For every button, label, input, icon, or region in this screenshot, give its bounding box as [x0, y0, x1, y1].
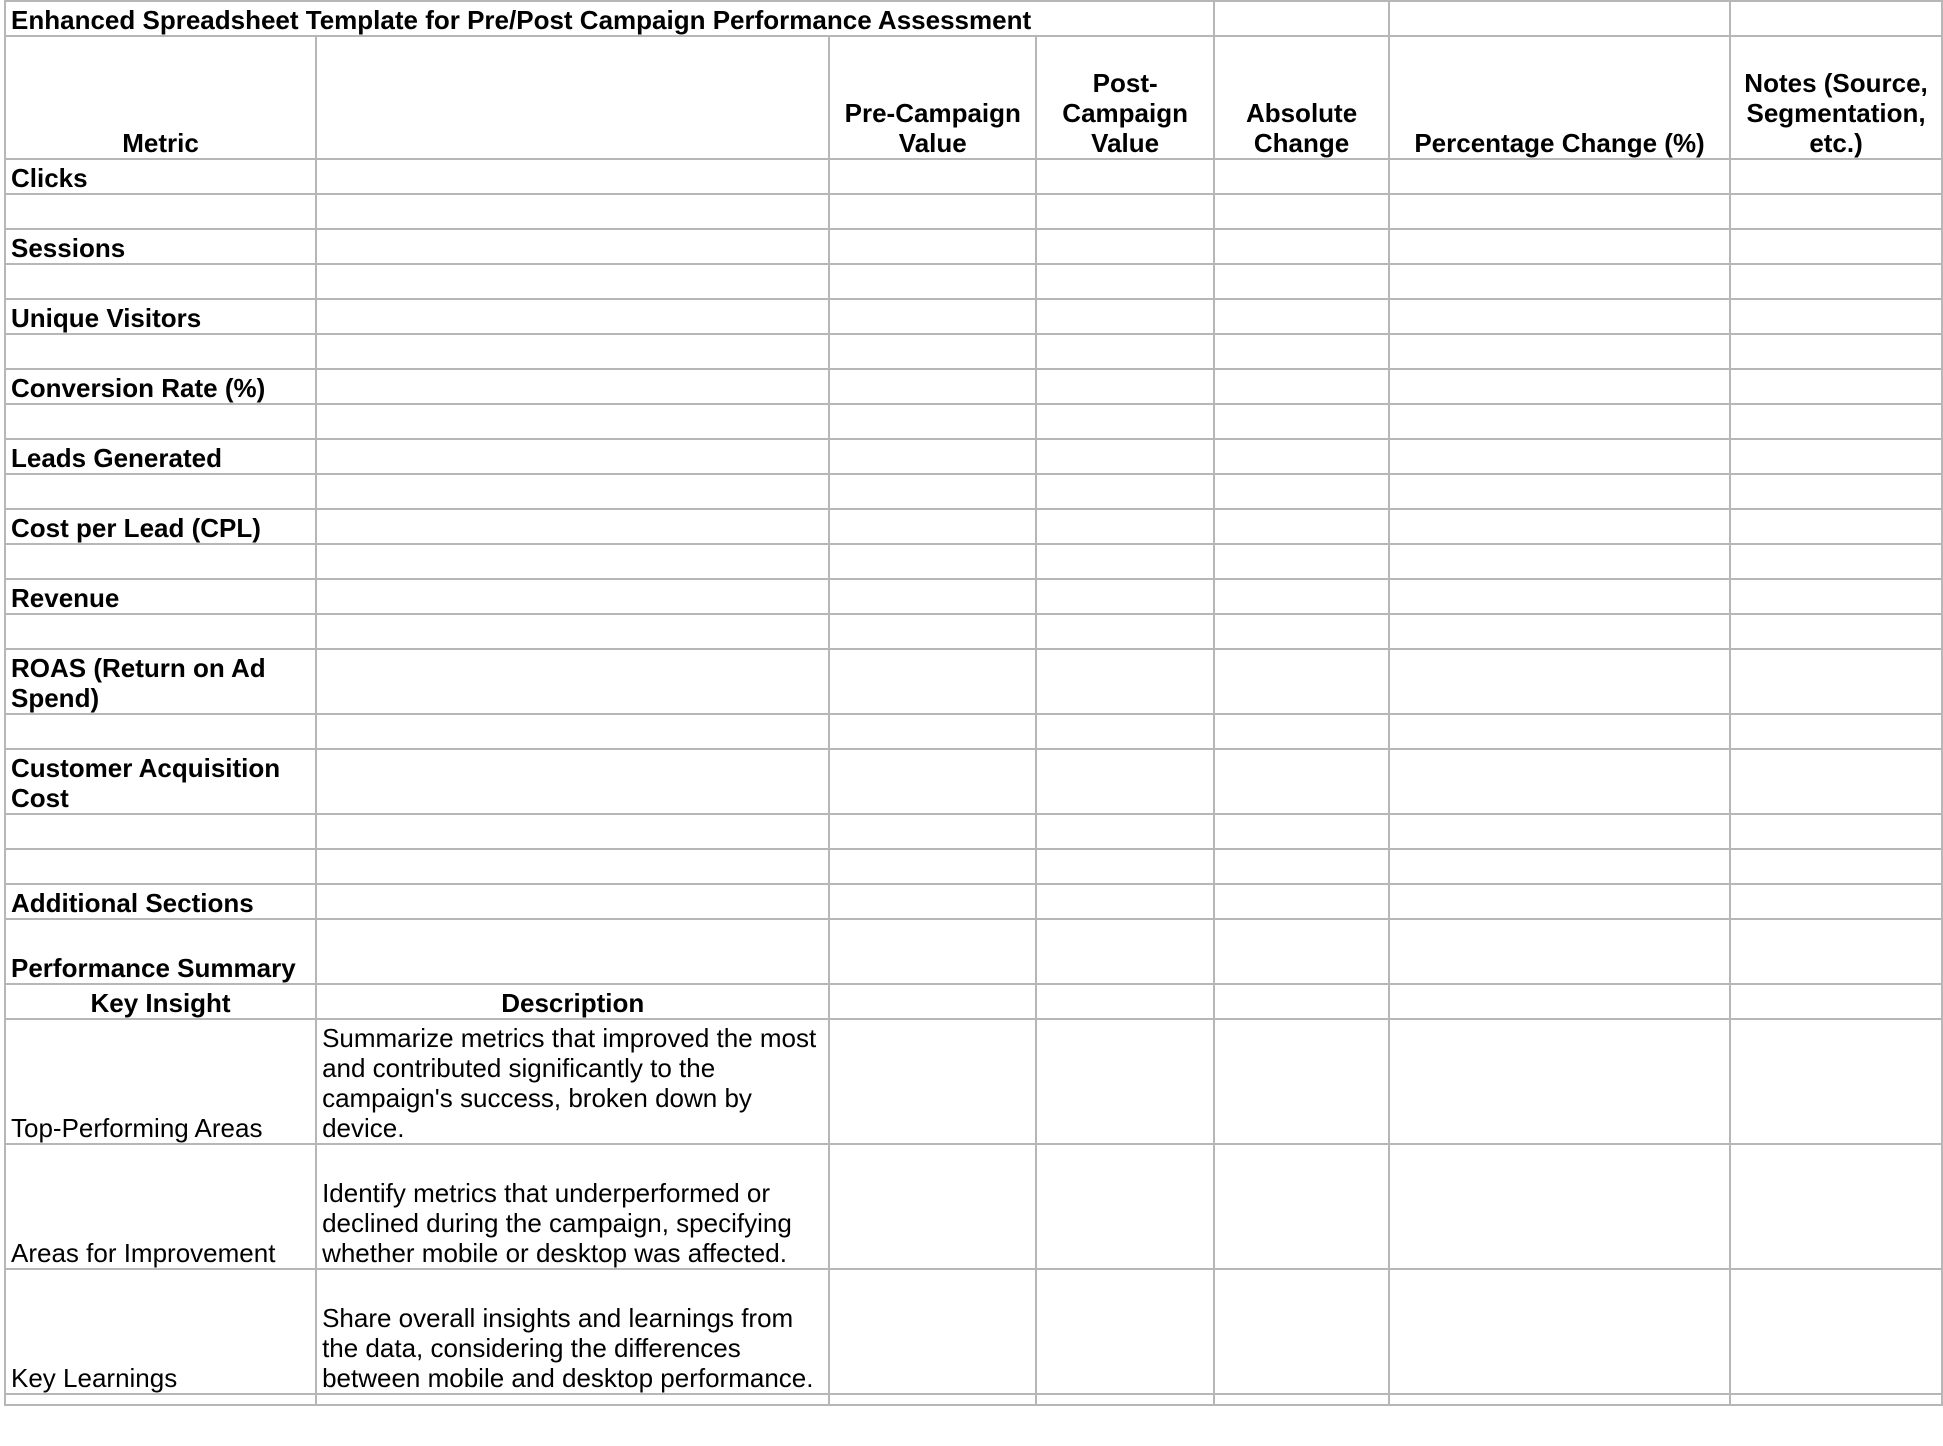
cell[interactable] [1036, 544, 1214, 579]
table-row [5, 544, 1942, 579]
summary-header-row [5, 984, 1942, 1019]
table-row [5, 614, 1942, 649]
cell[interactable] [1036, 649, 1214, 714]
cell[interactable] [1730, 1144, 1942, 1269]
cell[interactable] [1036, 579, 1214, 614]
cell[interactable] [1730, 299, 1942, 334]
cell[interactable] [1214, 264, 1389, 299]
header-notes[interactable]: Notes (Source, Segmentation, etc.) [1730, 36, 1942, 159]
cell[interactable] [1389, 1269, 1730, 1394]
cell[interactable] [5, 714, 316, 749]
cell[interactable] [1389, 649, 1730, 714]
cell[interactable] [1730, 544, 1942, 579]
title-row [5, 1, 1942, 36]
cell[interactable] [1036, 884, 1214, 919]
cell[interactable] [829, 264, 1036, 299]
metric-label-cac[interactable]: Customer Acquisition Cost [5, 749, 316, 814]
cell[interactable] [316, 509, 829, 544]
table-row [5, 1019, 1942, 1144]
cell[interactable] [829, 194, 1036, 229]
cell[interactable] [1036, 369, 1214, 404]
cell[interactable] [1214, 159, 1389, 194]
cell[interactable] [1730, 474, 1942, 509]
cell[interactable] [1730, 1019, 1942, 1144]
cell[interactable] [1389, 749, 1730, 814]
cell[interactable] [1730, 984, 1942, 1019]
spreadsheet-grid [4, 0, 1943, 1406]
insight-description[interactable]: Share overall insights and learnings from the data, considering the differences between mobile and desktop performance. [316, 1269, 829, 1394]
cell[interactable] [5, 334, 316, 369]
cell[interactable] [1730, 264, 1942, 299]
cell[interactable] [1214, 439, 1389, 474]
table-row [5, 814, 1942, 849]
cell[interactable] [829, 814, 1036, 849]
cell[interactable] [1214, 919, 1389, 984]
cell[interactable] [1730, 579, 1942, 614]
table-row [5, 1394, 1942, 1405]
insight-name[interactable]: Areas for Improvement [5, 1144, 316, 1269]
cell[interactable] [1389, 264, 1730, 299]
cell[interactable] [5, 264, 316, 299]
cell[interactable] [316, 579, 829, 614]
cell[interactable] [1389, 1019, 1730, 1144]
cell[interactable] [1389, 1144, 1730, 1269]
cell[interactable] [1214, 404, 1389, 439]
cell[interactable] [1389, 474, 1730, 509]
cell[interactable] [829, 1144, 1036, 1269]
header-percentage-change[interactable]: Percentage Change (%) [1389, 36, 1730, 159]
cell[interactable] [1389, 229, 1730, 264]
table-row [5, 1269, 1942, 1394]
insight-name[interactable]: Top-Performing Areas [5, 1019, 316, 1144]
cell[interactable] [316, 849, 829, 884]
cell[interactable] [5, 614, 316, 649]
cell[interactable] [1389, 334, 1730, 369]
cell[interactable] [1214, 1394, 1389, 1405]
cell[interactable] [316, 404, 829, 439]
metric-label-unique-visitors[interactable]: Unique Visitors [5, 299, 316, 334]
cell[interactable] [1214, 849, 1389, 884]
header-pre-campaign-value[interactable]: Pre-Campaign Value [829, 36, 1036, 159]
cell[interactable] [1389, 299, 1730, 334]
table-row [5, 749, 1942, 814]
header-key-insight[interactable]: Key Insight [5, 984, 316, 1019]
cell[interactable] [1730, 439, 1942, 474]
cell[interactable] [5, 194, 316, 229]
cell[interactable] [316, 814, 829, 849]
cell[interactable] [316, 194, 829, 229]
table-row [5, 714, 1942, 749]
cell[interactable] [316, 649, 829, 714]
cell[interactable] [5, 1394, 316, 1405]
table-row [5, 1144, 1942, 1269]
cell[interactable] [1730, 194, 1942, 229]
cell[interactable] [1389, 714, 1730, 749]
cell[interactable] [829, 334, 1036, 369]
cell[interactable] [1730, 369, 1942, 404]
cell[interactable] [1214, 474, 1389, 509]
sheet-title[interactable]: Enhanced Spreadsheet Template for Pre/Post Campaign Performance Assessment [5, 1, 1036, 36]
table-row [5, 369, 1942, 404]
table-row [5, 299, 1942, 334]
cell[interactable] [1730, 749, 1942, 814]
cell[interactable] [1036, 509, 1214, 544]
cell[interactable] [1214, 194, 1389, 229]
cell[interactable] [1036, 849, 1214, 884]
cell[interactable] [1389, 509, 1730, 544]
cell[interactable] [1730, 404, 1942, 439]
cell[interactable] [316, 159, 829, 194]
cell[interactable] [1036, 1144, 1214, 1269]
cell[interactable] [829, 159, 1036, 194]
cell[interactable] [316, 614, 829, 649]
cell[interactable] [1214, 1144, 1389, 1269]
metric-label-revenue[interactable]: Revenue [5, 579, 316, 614]
cell[interactable] [5, 849, 316, 884]
table-row [5, 849, 1942, 884]
metric-label-roas[interactable]: ROAS (Return on Ad Spend) [5, 649, 316, 714]
insight-name[interactable]: Key Learnings [5, 1269, 316, 1394]
cell[interactable] [1214, 509, 1389, 544]
cell[interactable] [1036, 404, 1214, 439]
cell[interactable] [1036, 439, 1214, 474]
cell[interactable] [1214, 299, 1389, 334]
cell[interactable] [1214, 984, 1389, 1019]
cell[interactable] [1036, 159, 1214, 194]
cell[interactable] [1730, 229, 1942, 264]
cell[interactable] [829, 404, 1036, 439]
cell[interactable] [1730, 884, 1942, 919]
cell[interactable] [316, 334, 829, 369]
cell[interactable] [1389, 439, 1730, 474]
cell[interactable] [316, 369, 829, 404]
cell[interactable] [1214, 334, 1389, 369]
cell[interactable] [1389, 159, 1730, 194]
table-row [5, 579, 1942, 614]
cell[interactable] [829, 714, 1036, 749]
header-description[interactable]: Description [316, 984, 829, 1019]
table-row [5, 334, 1942, 369]
cell[interactable] [1214, 229, 1389, 264]
cell[interactable] [1389, 1394, 1730, 1405]
cell[interactable] [1730, 814, 1942, 849]
cell[interactable] [829, 884, 1036, 919]
table-row [5, 229, 1942, 264]
cell[interactable] [1036, 1394, 1214, 1405]
cell[interactable] [1389, 614, 1730, 649]
insight-description[interactable]: Summarize metrics that improved the most and contributed significantly to the campaign's success, broken down by device. [316, 1019, 829, 1144]
cell[interactable] [5, 814, 316, 849]
cell[interactable] [316, 299, 829, 334]
metric-label-conversion-rate[interactable]: Conversion Rate (%) [5, 369, 316, 404]
table-row [5, 649, 1942, 714]
cell[interactable] [1036, 194, 1214, 229]
cell[interactable] [1214, 884, 1389, 919]
cell[interactable] [1036, 814, 1214, 849]
cell[interactable] [1036, 749, 1214, 814]
cell[interactable] [1214, 649, 1389, 714]
cell[interactable] [1389, 544, 1730, 579]
cell[interactable] [5, 544, 316, 579]
cell[interactable] [1214, 814, 1389, 849]
cell[interactable] [829, 509, 1036, 544]
cell[interactable] [1036, 1019, 1214, 1144]
cell[interactable] [1389, 404, 1730, 439]
cell[interactable] [829, 984, 1036, 1019]
insight-description[interactable]: Identify metrics that underperformed or declined during the campaign, specifying whether mobile or desktop was affected. [316, 1144, 829, 1269]
cell[interactable] [829, 1019, 1036, 1144]
cell[interactable] [829, 1394, 1036, 1405]
cell[interactable] [829, 474, 1036, 509]
section-additional-sections[interactable]: Additional Sections [5, 884, 316, 919]
cell[interactable] [829, 614, 1036, 649]
cell[interactable] [316, 474, 829, 509]
cell[interactable] [316, 919, 829, 984]
cell[interactable] [1036, 714, 1214, 749]
cell[interactable] [829, 299, 1036, 334]
cell[interactable] [829, 229, 1036, 264]
cell[interactable] [1389, 984, 1730, 1019]
header-row [5, 36, 1942, 159]
metric-label-leads-generated[interactable]: Leads Generated [5, 439, 316, 474]
cell[interactable] [1036, 334, 1214, 369]
cell[interactable] [1389, 369, 1730, 404]
cell[interactable] [316, 714, 829, 749]
table-row [5, 509, 1942, 544]
cell[interactable] [1730, 614, 1942, 649]
cell[interactable] [316, 36, 829, 159]
cell[interactable] [829, 579, 1036, 614]
cell[interactable] [1730, 714, 1942, 749]
cell[interactable] [1730, 509, 1942, 544]
cell[interactable] [1036, 474, 1214, 509]
cell[interactable] [316, 749, 829, 814]
cell[interactable] [1036, 919, 1214, 984]
cell[interactable] [1730, 334, 1942, 369]
cell[interactable] [1036, 229, 1214, 264]
cell[interactable] [1730, 849, 1942, 884]
cell[interactable] [1214, 749, 1389, 814]
cell[interactable] [829, 544, 1036, 579]
header-absolute-change[interactable]: Absolute Change [1214, 36, 1389, 159]
cell[interactable] [1036, 1, 1214, 36]
cell[interactable] [316, 544, 829, 579]
cell[interactable] [1036, 264, 1214, 299]
cell[interactable] [1214, 544, 1389, 579]
cell[interactable] [1389, 1, 1730, 36]
cell[interactable] [1214, 1019, 1389, 1144]
cell[interactable] [1214, 714, 1389, 749]
table-row [5, 159, 1942, 194]
cell[interactable] [1214, 369, 1389, 404]
cell[interactable] [829, 849, 1036, 884]
cell[interactable] [1214, 1269, 1389, 1394]
cell[interactable] [1730, 1, 1942, 36]
cell[interactable] [1389, 919, 1730, 984]
cell[interactable] [1730, 1269, 1942, 1394]
header-post-campaign-value[interactable]: Post-Campaign Value [1036, 36, 1214, 159]
cell[interactable] [1730, 919, 1942, 984]
cell[interactable] [829, 439, 1036, 474]
cell[interactable] [316, 1394, 829, 1405]
cell[interactable] [1036, 984, 1214, 1019]
cell[interactable] [1389, 579, 1730, 614]
cell[interactable] [316, 264, 829, 299]
metric-label-clicks[interactable]: Clicks [5, 159, 316, 194]
cell[interactable] [829, 919, 1036, 984]
cell[interactable] [1214, 1, 1389, 36]
table-row [5, 919, 1942, 984]
cell[interactable] [5, 474, 316, 509]
cell[interactable] [1730, 649, 1942, 714]
table-row [5, 474, 1942, 509]
cell[interactable] [829, 1269, 1036, 1394]
cell[interactable] [1214, 614, 1389, 649]
cell[interactable] [829, 749, 1036, 814]
cell[interactable] [1730, 1394, 1942, 1405]
cell[interactable] [1389, 814, 1730, 849]
table-row [5, 194, 1942, 229]
cell[interactable] [316, 439, 829, 474]
cell[interactable] [1730, 159, 1942, 194]
metric-label-cpl[interactable]: Cost per Lead (CPL) [5, 509, 316, 544]
cell[interactable] [1214, 579, 1389, 614]
table-row [5, 264, 1942, 299]
table-row [5, 884, 1942, 919]
cell[interactable] [1389, 849, 1730, 884]
cell[interactable] [1036, 1269, 1214, 1394]
table-row [5, 404, 1942, 439]
cell[interactable] [829, 369, 1036, 404]
cell[interactable] [1036, 614, 1214, 649]
cell[interactable] [5, 404, 316, 439]
cell[interactable] [316, 229, 829, 264]
cell[interactable] [829, 649, 1036, 714]
header-metric[interactable]: Metric [5, 36, 316, 159]
metric-label-sessions[interactable]: Sessions [5, 229, 316, 264]
cell[interactable] [1036, 299, 1214, 334]
cell[interactable] [1389, 884, 1730, 919]
cell[interactable] [316, 884, 829, 919]
section-performance-summary[interactable]: Performance Summary [5, 919, 316, 984]
cell[interactable] [1389, 194, 1730, 229]
table-row [5, 439, 1942, 474]
